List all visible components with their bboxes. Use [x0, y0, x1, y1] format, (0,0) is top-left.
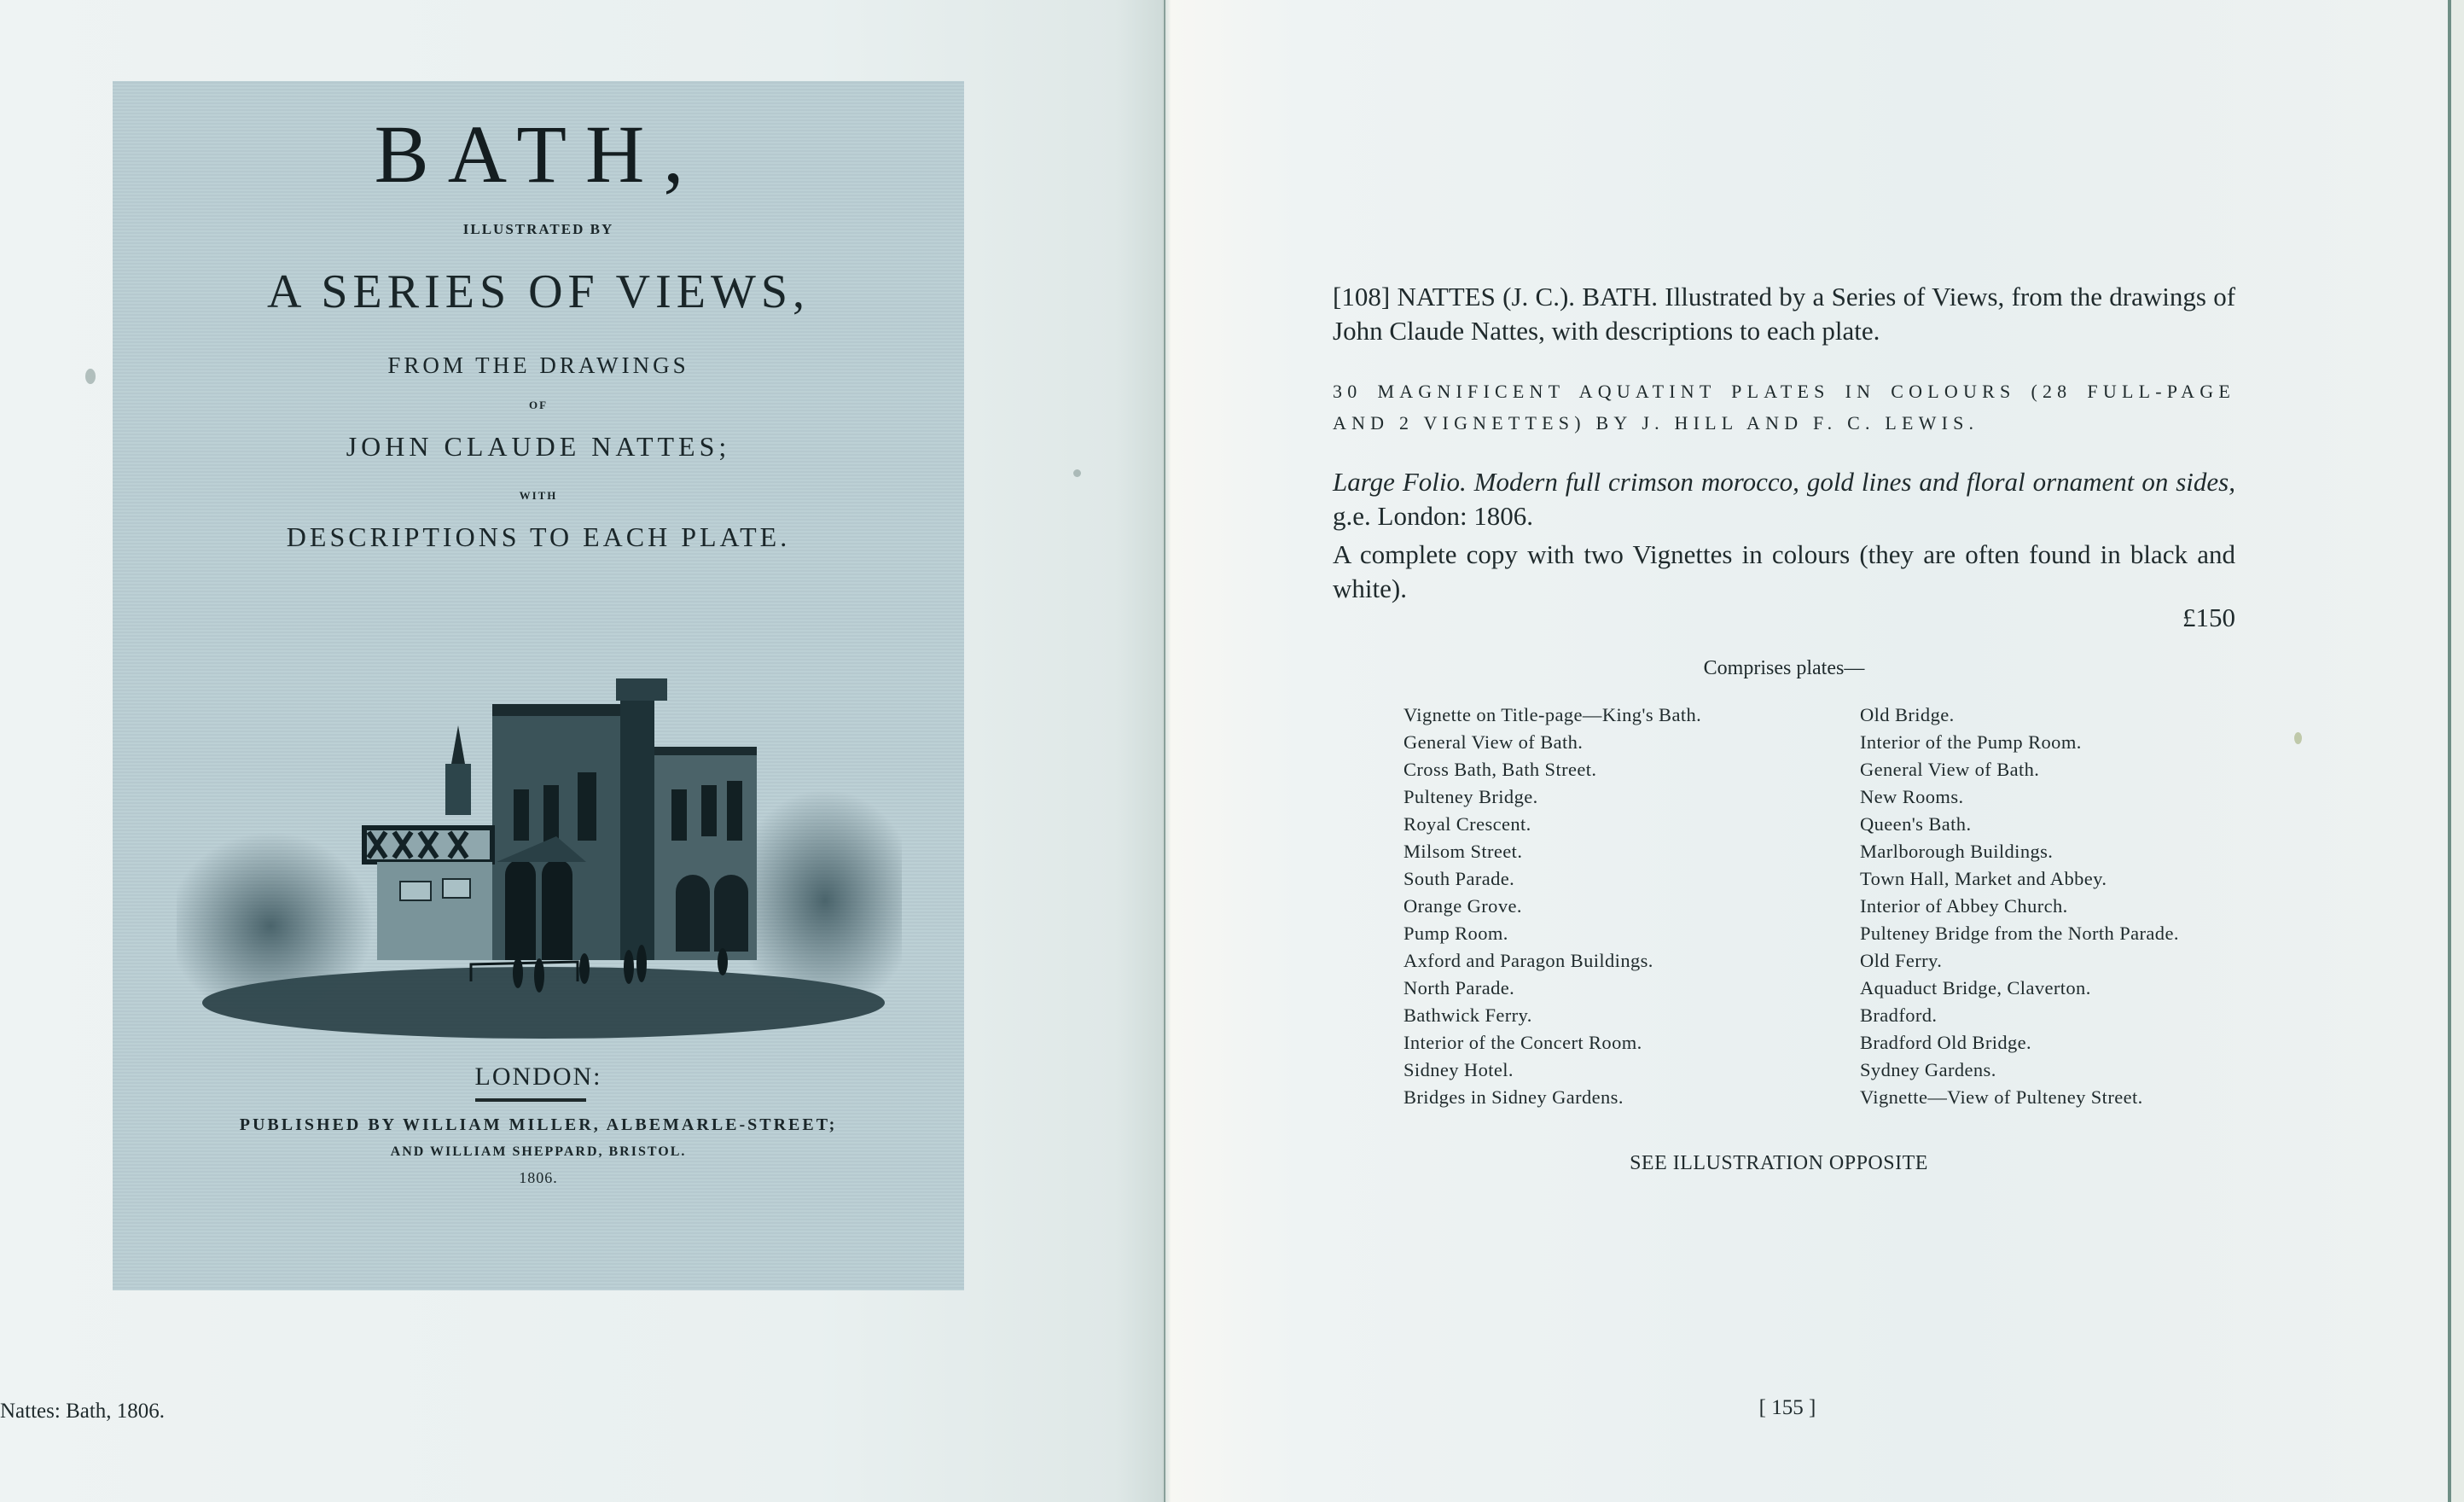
- plate-publisher-line2: AND WILLIAM SHEPPARD, BRISTOL.: [390, 1144, 687, 1159]
- plate-list-item: Interior of the Concert Room.: [1403, 1032, 1642, 1053]
- see-illustration-note: SEE ILLUSTRATION OPPOSITE: [1630, 1152, 1928, 1174]
- plate-list-item: Bradford.: [1860, 1004, 1938, 1026]
- plate-year: 1806.: [519, 1169, 558, 1186]
- right-page: [1171, 0, 2449, 1502]
- plate-series: A SERIES OF VIEWS,: [267, 265, 810, 318]
- entry-title: NATTES (J. C.). BATH. Illustrated by a Series of Views, from the drawings of John Claude Nattes, with descriptions to each plate.: [1333, 282, 2236, 346]
- vignette-wall: [377, 862, 492, 960]
- plate-descriptions: DESCRIPTIONS TO EACH PLATE.: [286, 521, 791, 552]
- plate-artist: JOHN CLAUDE NATTES;: [346, 431, 731, 462]
- plate-with: WITH: [519, 489, 558, 502]
- paper-smudge: [2294, 732, 2302, 744]
- plate-list-item: Pump Room.: [1403, 923, 1508, 944]
- plates-description: 30 MAGNIFICENT AQUATINT PLATES IN COLOURS (28 FULL-PAGE AND 2 VIGNETTES) BY J. HILL AND F. C. LEWIS.: [1333, 381, 2235, 434]
- plate-from-drawings: FROM THE DRAWINGS: [387, 352, 689, 378]
- plate-list-item: South Parade.: [1403, 868, 1515, 889]
- plate-list-item: Orange Grove.: [1403, 895, 1522, 917]
- plate-list-column-2: [1860, 702, 2179, 1111]
- plate-list-item: Pulteney Bridge from the North Parade.: [1860, 923, 2179, 944]
- vignette-balustrade: [364, 828, 492, 862]
- plate-list-item: Bathwick Ferry.: [1403, 1004, 1532, 1026]
- plate-list-item: Pulteney Bridge.: [1403, 786, 1538, 807]
- plate-list-item: North Parade.: [1403, 977, 1515, 998]
- plate-of: OF: [528, 399, 549, 411]
- plate-list-item: Royal Crescent.: [1403, 813, 1531, 835]
- plate-list-item: Milsom Street.: [1403, 841, 1523, 862]
- plate-imprint-city: LONDON:: [474, 1062, 602, 1091]
- page-edge-strip: [2451, 0, 2464, 1502]
- comprises-heading: Comprises plates—: [1703, 657, 1865, 679]
- paper-smudge: [1073, 469, 1081, 477]
- plate-list-column-1: [1403, 702, 1701, 1111]
- plate-list-item: Sidney Hotel.: [1403, 1059, 1514, 1080]
- plate-list-item: Vignette on Title-page—King's Bath.: [1403, 704, 1702, 725]
- plate-list-item: Queen's Bath.: [1860, 813, 1972, 835]
- plate-list-item: Sydney Gardens.: [1860, 1059, 1996, 1080]
- plate-list-item: Old Ferry.: [1860, 950, 1943, 971]
- binding-italic: Large Folio. Modern full crimson morocco, gold lines and floral ornament on sides,: [1333, 467, 2235, 497]
- plate-publisher-line1: PUBLISHED BY WILLIAM MILLER, ALBEMARLE-STREET;: [239, 1115, 838, 1134]
- entry-heading: [1333, 280, 2235, 348]
- plate-list-item: General View of Bath.: [1403, 731, 1584, 753]
- building-engraving-icon: [177, 644, 902, 1054]
- plate-list-item: Bridges in Sidney Gardens.: [1403, 1086, 1624, 1108]
- binding-imprint: g.e. London: 1806.: [1333, 501, 1534, 531]
- plate-list-item: Vignette—View of Pulteney Street.: [1860, 1086, 2143, 1108]
- plate-list-item: New Rooms.: [1860, 786, 1964, 807]
- lot-number: [108]: [1333, 282, 1391, 311]
- plate-list-item: Interior of the Pump Room.: [1860, 731, 2082, 753]
- vignette-spire: [451, 725, 465, 764]
- gutter-fold-line: [1164, 0, 1165, 1502]
- plate-list-item: Axford and Paragon Buildings.: [1403, 950, 1653, 971]
- plate-list-item: General View of Bath.: [1860, 759, 2040, 780]
- title-page-plate: [113, 81, 964, 1290]
- copy-note: A complete copy with two Vignettes in colours (they are often found in black and white).: [1333, 539, 2235, 603]
- price: £150: [2182, 603, 2235, 632]
- plate-list-item: Cross Bath, Bath Street.: [1403, 759, 1597, 780]
- vignette-smoke-left: [177, 832, 373, 1020]
- plate-list-item: Old Bridge.: [1860, 704, 1955, 725]
- plate-list-item: Bradford Old Bridge.: [1860, 1032, 2032, 1053]
- plate-title: BATH,: [374, 108, 703, 200]
- plate-imprint-rule: [475, 1098, 586, 1102]
- plate-list-item: Aquaduct Bridge, Claverton.: [1860, 977, 2091, 998]
- binding-description: [1333, 465, 2235, 533]
- plate-list-item: Interior of Abbey Church.: [1860, 895, 2068, 917]
- plate-list-item: Marlborough Buildings.: [1860, 841, 2054, 862]
- plate-caption: Nattes: Bath, 1806.: [0, 1400, 166, 1423]
- plate-illustrated-by: ILLUSTRATED BY: [462, 221, 614, 237]
- plate-list-item: Town Hall, Market and Abbey.: [1860, 868, 2107, 889]
- paper-smudge: [85, 369, 96, 384]
- page-number: [ 155 ]: [1758, 1396, 1816, 1419]
